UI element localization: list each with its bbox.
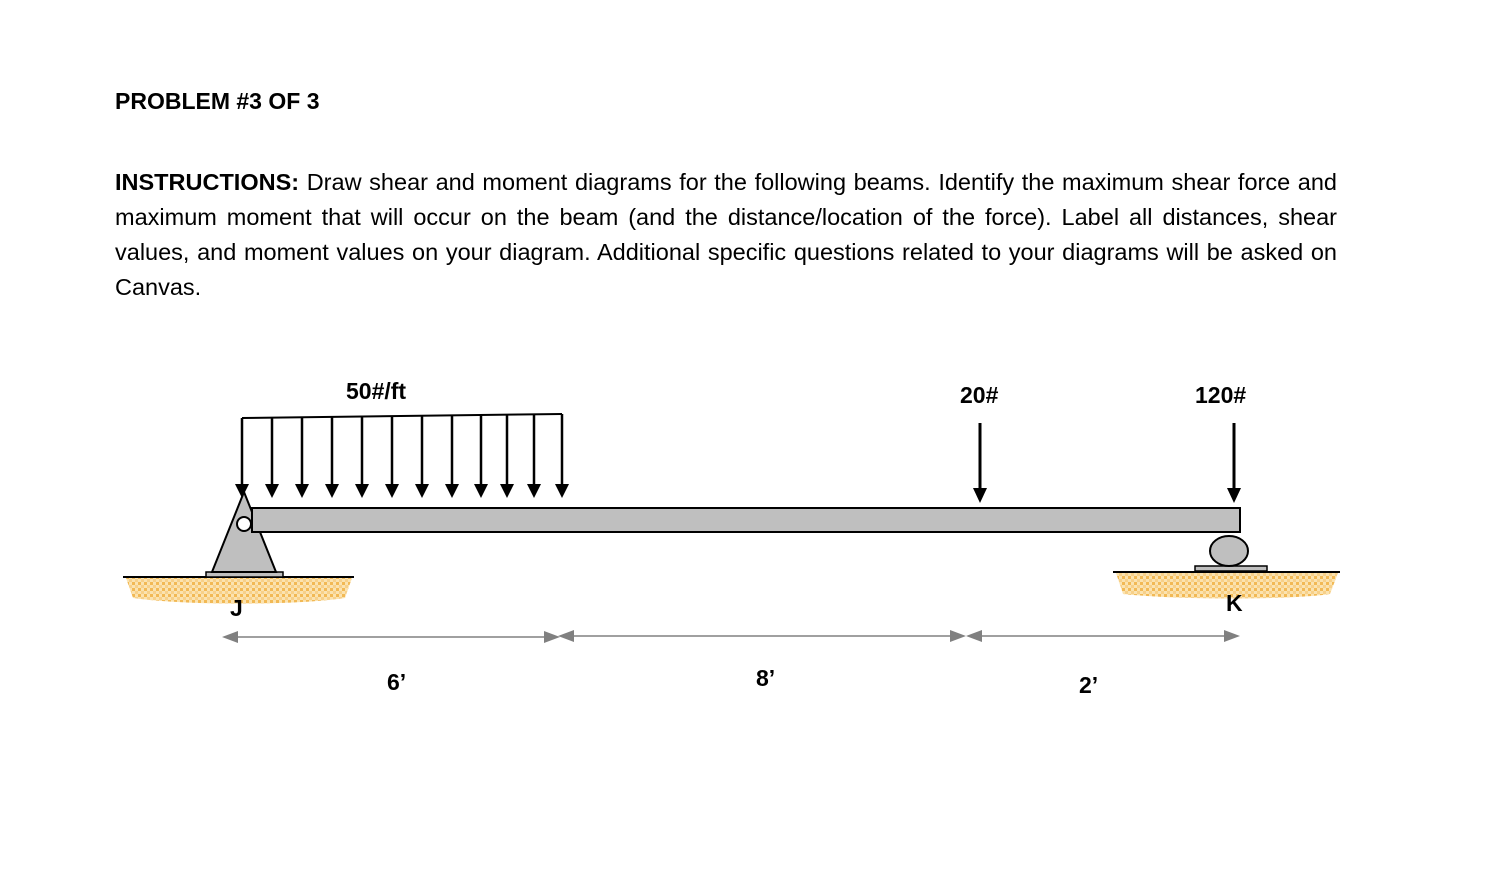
point-load-120-arrow <box>1227 423 1241 503</box>
distributed-load-arrow <box>500 415 514 498</box>
distributed-load-arrow <box>474 415 488 498</box>
beam <box>252 508 1240 532</box>
point-load-120-label: 120# <box>1195 382 1247 408</box>
distributed-load-arrow <box>295 417 309 498</box>
pin-hole-icon <box>237 517 251 531</box>
distributed-load-arrows <box>235 414 569 498</box>
distributed-load-arrow <box>235 418 249 498</box>
roller-icon <box>1210 536 1248 566</box>
point-load-20-label: 20# <box>960 382 999 408</box>
distributed-load-label: 50#/ft <box>346 378 407 404</box>
distributed-load-arrow <box>445 415 459 498</box>
distributed-load <box>235 414 569 498</box>
dimension-line-8ft <box>558 630 966 642</box>
pin-support-j <box>206 492 283 577</box>
distributed-load-arrow <box>415 416 429 498</box>
distributed-load-arrow <box>355 417 369 499</box>
problem-heading: PROBLEM #3 OF 3 <box>115 88 320 114</box>
distributed-load-arrow <box>325 417 339 498</box>
dimension-line-2ft <box>966 630 1240 642</box>
distributed-load-arrow <box>385 416 399 498</box>
support-k-label: K <box>1226 590 1243 616</box>
distributed-load-arrow <box>555 414 569 498</box>
support-j-label: J <box>230 595 243 621</box>
distributed-load-top-line <box>242 414 562 418</box>
point-load-20-arrow <box>973 423 987 503</box>
instructions-text: Draw shear and moment diagrams for the following beams. Identify the maximum shear force and maximum moment that will occur on the beam (and the distance/location of the force). Label all distances, shear values, and moment values on your diagram. Additional specific questions related to your diagrams will be asked on Canvas. <box>115 169 1337 300</box>
distributed-load-arrow <box>527 414 541 498</box>
dimension-line-6ft <box>222 631 560 643</box>
dimension-label-2ft: 2’ <box>1079 672 1099 698</box>
roller-support-k <box>1195 536 1267 571</box>
dimension-label-6ft: 6’ <box>387 669 407 695</box>
instructions-label: INSTRUCTIONS: <box>115 169 300 195</box>
distributed-load-arrow <box>265 418 279 498</box>
dimension-label-8ft: 8’ <box>756 665 776 691</box>
